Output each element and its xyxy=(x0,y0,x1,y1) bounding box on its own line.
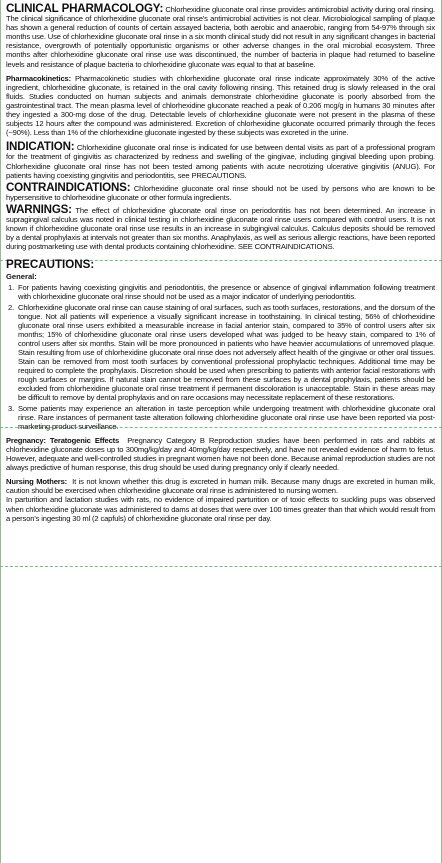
precautions-section xyxy=(6,258,435,431)
list-item xyxy=(8,403,435,431)
section-text: Chlorhexidine gluconate oral rinse is indicated for use between dental visits as part of a professional program for the treatment of gingivitis as characterized by redness and swelling of the gingivae, including gingival bleeding upon probing. Chlorhexidine gluconate oral rinse has not been tested among patients with acute necrotizing ulcerative gingivitis (ANUG). For patients having coexisting gingivitis and periodontitis, see PRECAUTIONS. xyxy=(6,143,435,180)
general-label: General: xyxy=(6,272,37,282)
list-item xyxy=(8,302,435,403)
section-heading: CONTRAINDICATIONS: xyxy=(6,180,131,194)
indication-section xyxy=(6,142,435,179)
section-heading: INDICATION: xyxy=(6,140,75,154)
section-heading: WARNINGS: xyxy=(6,202,72,216)
section-text: Pharmacokinetic studies with chlorhexidine gluconate oral rinse indicate approximately 30% of the active ingredient, chlorhexidine gluconate, is retained in the oral cavity following rinsing. This retained drug is slowly released in the oral fluids. Studies conducted on human subjects and animals demonstrate chlorhexidine gluconate is poorly absorbed from the gastrointestinal tract. The mean plasma level of chlorhexidine gluconate reached a peak of 0.206 mcg/g in humans 30 minutes after they ingested a 300-mg dose of the drug. Detectable levels of chlorhexidine gluconate were not present in the plasma of these subjects 12 hours after the compound was administered. Excretion of chlorhexidine gluconate occurred primarily through the feces (~90%). Less than 1% of the chlorhexidine gluconate ingested by these subjects was excreted in the urine. xyxy=(6,73,435,138)
section-text: The effect of chlorhexidine gluconate oral rinse on periodontitis has not been determined. An increase in supragingival calculus was noted in clinical testing in chlorhexidine gluconate oral rinse users compared with control users. It is not known if chlorhexidine gluconate oral rinse use results in an increase in subgingival calculus. Calculus deposits should be removed by a dental prophylaxis at intervals not greater than six months. Anaphylaxis, as well as serious allergic reactions, have been reported during postmarketing use with dental products containing chlorhexidine. SEE CONTRAINDICATIONS. xyxy=(6,205,435,252)
clinical-pharmacology-section xyxy=(6,4,435,69)
item-text: For patients having coexisting gingivitis and periodontitis, the presence or absence of gingival inflammation following treatment with chlorhexidine gluconate oral rinse should not be used as a major indicator of underlying periodontitis. xyxy=(18,283,435,302)
section-heading: PRECAUTIONS: xyxy=(6,258,95,272)
section-text: Chlorhexidine gluconate oral rinse should not be used by persons who are known to be hypersensitive to chlorhexidine gluconate or other formula ingredients. xyxy=(6,183,435,202)
item-number: 1. xyxy=(8,283,15,293)
precautions-list xyxy=(6,283,435,431)
section-heading: Pregnancy: Teratogenic Effects xyxy=(6,435,120,445)
nursing-mothers-paragraph: In parturition and lactation studies with rats, no evidence of impaired parturition or of toxic effects to suckling pups was observed when chlorhexidine gluconate was administered to dams at doses that were over 100 times greater than that which would result from a person's ingesting 30 ml (2 capfuls) of chlorhexidine gluconate oral rinse per day. xyxy=(6,495,435,523)
section-heading: Pharmacokinetics: xyxy=(6,73,71,83)
contraindications-section xyxy=(6,180,435,202)
section-heading: CLINICAL PHARMACOLOGY: xyxy=(6,2,164,15)
item-number: 3. xyxy=(8,403,15,413)
item-number: 2. xyxy=(8,302,15,312)
nursing-mothers-section xyxy=(6,477,435,495)
section-text: Pregnancy Category B Reproduction studies have been performed in rats and rabbits at chlorhexidine gluconate doses up to 300mg/kg/day and 40mg/kg/day respectively, and have not revealed evidence of harm to fetus. However, adequate and well-controlled studies in pregnant women have not been done. Because animal reproduction studies are not always predictive of human response, this drug should be used during pregnancy only if clearly needed. xyxy=(6,435,435,473)
item-text: Some patients may experience an alteration in taste perception while undergoing treatment with chlorhexidine gluconate oral rinse. Rare instances of permanent taste alteration following chlorhexidine gluconate oral rinse use have been reported via post-marketing product surveillance. xyxy=(18,403,435,431)
warnings-section xyxy=(6,202,435,252)
section-text: It is not known whether this drug is excreted in human milk. Because many drugs are excreted in human milk, caution should be exercised when chlorhexidine gluconate oral rinse is administered to nursing women. xyxy=(6,477,436,496)
pregnancy-section xyxy=(6,436,435,472)
list-item xyxy=(8,283,435,302)
item-text: Chlorhexidine gluconate oral rinse can cause staining of oral surfaces, such as tooth surfaces, restorations, and the dorsum of the tongue. Not all patients will experience a visually significant increase in toothstaining. In clinical testing, 56% of chlorhexidine gluconate oral rinse users exhibited a measurable increase in facial anterior stain, compared to 35% of control users after six months; 15% of chlorhexidine gluconate oral rinse users developed what was judged to be heavy stain, compared to 1% of control users after six months. Stain will be more pronounced in patients who have heavier accumulations of unremoved plaque. Stain resulting from use of chlorhexidine gluconate oral rinse does not adversely affect health of the gingivae or other oral tissues. Stain can be removed from most tooth surfaces by conventional professional prophylactic techniques. Additional time may be required to complete the prophylaxis. Discretion should be used when prescribing to patients with anterior facial restorations with rough surfaces or margins. If natural stain cannot be removed from these surfaces by a dental prophylaxis, patients should be excluded from chlorhexidine gluconate oral rinse treatment if permanent discoloration is unacceptable. Stain in these areas may be difficult to remove by dental prophylaxis and on rare occasions may necessitate replacement of these restorations. xyxy=(18,302,435,403)
section-text: Chlorhexidine gluconate oral rinse provides antimicrobial activity during oral rinsing. The clinical significance of chlorhexidine gluconate oral rinse's antimicrobial activities is not clear. Microbiological sampling of plaque has shown a general reduction of counts of certain assayed bacteria, both aerobic and anaerobic, ranging from 54-97% through six months use. Use of chlorhexidine gluconate oral rinse in a six month clinical study did not result in any significant changes in bacterial resistance, overgrowth of potentially opportunistic organisms or other adverse changes in the oral microbial ecosystem. Three months after chlorhexidine gluconate oral rinse use was discontinued, the number of bacteria in plaque had returned to baseline levels and resistance of plaque bacteria to chlorhexidine gluconate was equal to that at baseline. xyxy=(6,5,435,69)
section-heading: Nursing Mothers: xyxy=(6,477,68,487)
pharmacokinetics-section xyxy=(6,74,435,138)
